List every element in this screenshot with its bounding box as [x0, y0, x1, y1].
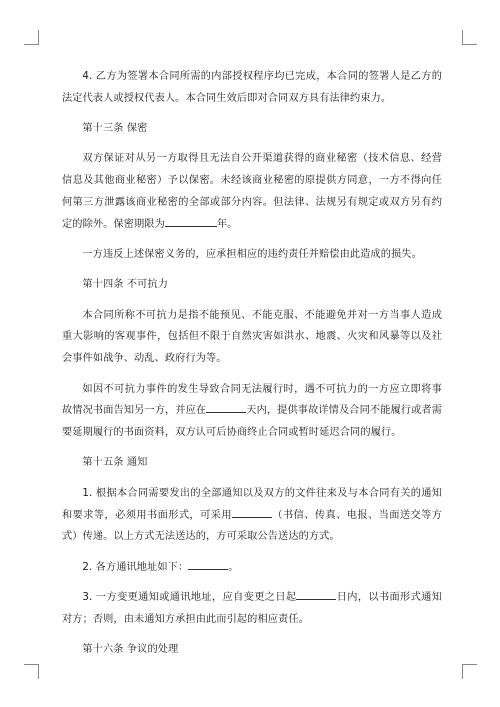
heading-article-16-disputes [62, 639, 442, 661]
clause-4-authorization [62, 66, 442, 110]
document-body [62, 66, 442, 669]
heading-text: 第十六条 争议的处理 [82, 644, 179, 656]
paragraph-text: （书信、传真、电报、当面送交等方式）传递。以上方式无法送达的，方可采取公告送达的方式。 [62, 509, 442, 543]
paragraph-text: 。 [228, 561, 239, 573]
paragraph-text: 年。 [216, 218, 238, 230]
paragraph-text: 1. 根据本合同需要发出的全部通知以及双方的文件往来及与本合同有关的通知和要求等，必须用书面形式，可采用 [62, 487, 442, 521]
notice-clause-3 [62, 587, 442, 631]
crop-mark-top-right [462, 30, 477, 45]
heading-article-14-force-majeure [62, 274, 442, 296]
paragraph-text: 一方违反上述保密义务的，应承担相应的违约责任并赔偿由此造成的损失。 [82, 249, 422, 261]
paragraph-text: 4. 乙方为签署本合同所需的内部授权程序均已完成，本合同的签署人是乙方的法定代表人或授权代表人。本合同生效后即对合同双方具有法律约束力。 [62, 71, 442, 104]
crop-mark-bottom-left [24, 664, 39, 679]
paragraph-text: 天内，提供事故详情及合同不能履行或者需要延期履行的书面资料，双方认可后协商终止合同或暂时延迟合同的履行。 [62, 405, 442, 439]
blank-address[interactable] [188, 559, 228, 570]
paragraph-text: 日内，以书面形式通知对方；否则，由未通知方承担由此而引起的相应责任。 [62, 591, 442, 625]
paragraph-text: 双方保证对从另一方取得且无法自公开渠道获得的商业秘密（技术信息、经营信息及其他商业秘密）予以保密。未经该商业秘密的原提供方同意，一方不得向任何第三方泄露该商业秘密的全部或部分内容。但法律、法规另有规定或双方另有约定的除外。保密期限为 [62, 153, 442, 230]
blank-notice-days[interactable] [206, 402, 246, 413]
confidentiality-breach-clause [62, 244, 442, 266]
blank-confidentiality-period[interactable] [165, 216, 217, 227]
force-majeure-notice-clause [62, 379, 442, 444]
heading-text: 第十三条 保密 [82, 123, 148, 135]
notice-clause-2 [62, 557, 442, 579]
heading-text: 第十四条 不可抗力 [82, 279, 169, 291]
confidentiality-clause [62, 148, 442, 235]
blank-delivery-method[interactable] [232, 507, 272, 518]
paragraph-text: 本合同所称不可抗力是指不能预见、不能克服、不能避免并对一方当事人造成重大影响的客观事件，包括但不限于自然灾害如洪水、地震、火灾和风暴等以及社会事件如战争、动乱、政府行为等。 [62, 309, 442, 365]
heading-article-15-notice [62, 452, 442, 474]
paragraph-text: 如因不可抗力事件的发生导致合同无法履行时，遇不可抗力的一方应立即将事故情况书面告知另一方，并应在 [62, 383, 442, 417]
force-majeure-definition [62, 305, 442, 370]
notice-clause-1 [62, 483, 442, 548]
heading-article-13-confidentiality [62, 118, 442, 140]
crop-mark-top-left [24, 30, 39, 45]
blank-change-days[interactable] [296, 589, 336, 600]
crop-mark-bottom-right [462, 664, 477, 679]
paragraph-text: 3. 一方变更通知或通讯地址，应自变更之日起 [82, 591, 297, 603]
paragraph-text: 2. 各方通讯地址如下： [82, 561, 189, 573]
heading-text: 第十五条 通知 [82, 457, 148, 469]
